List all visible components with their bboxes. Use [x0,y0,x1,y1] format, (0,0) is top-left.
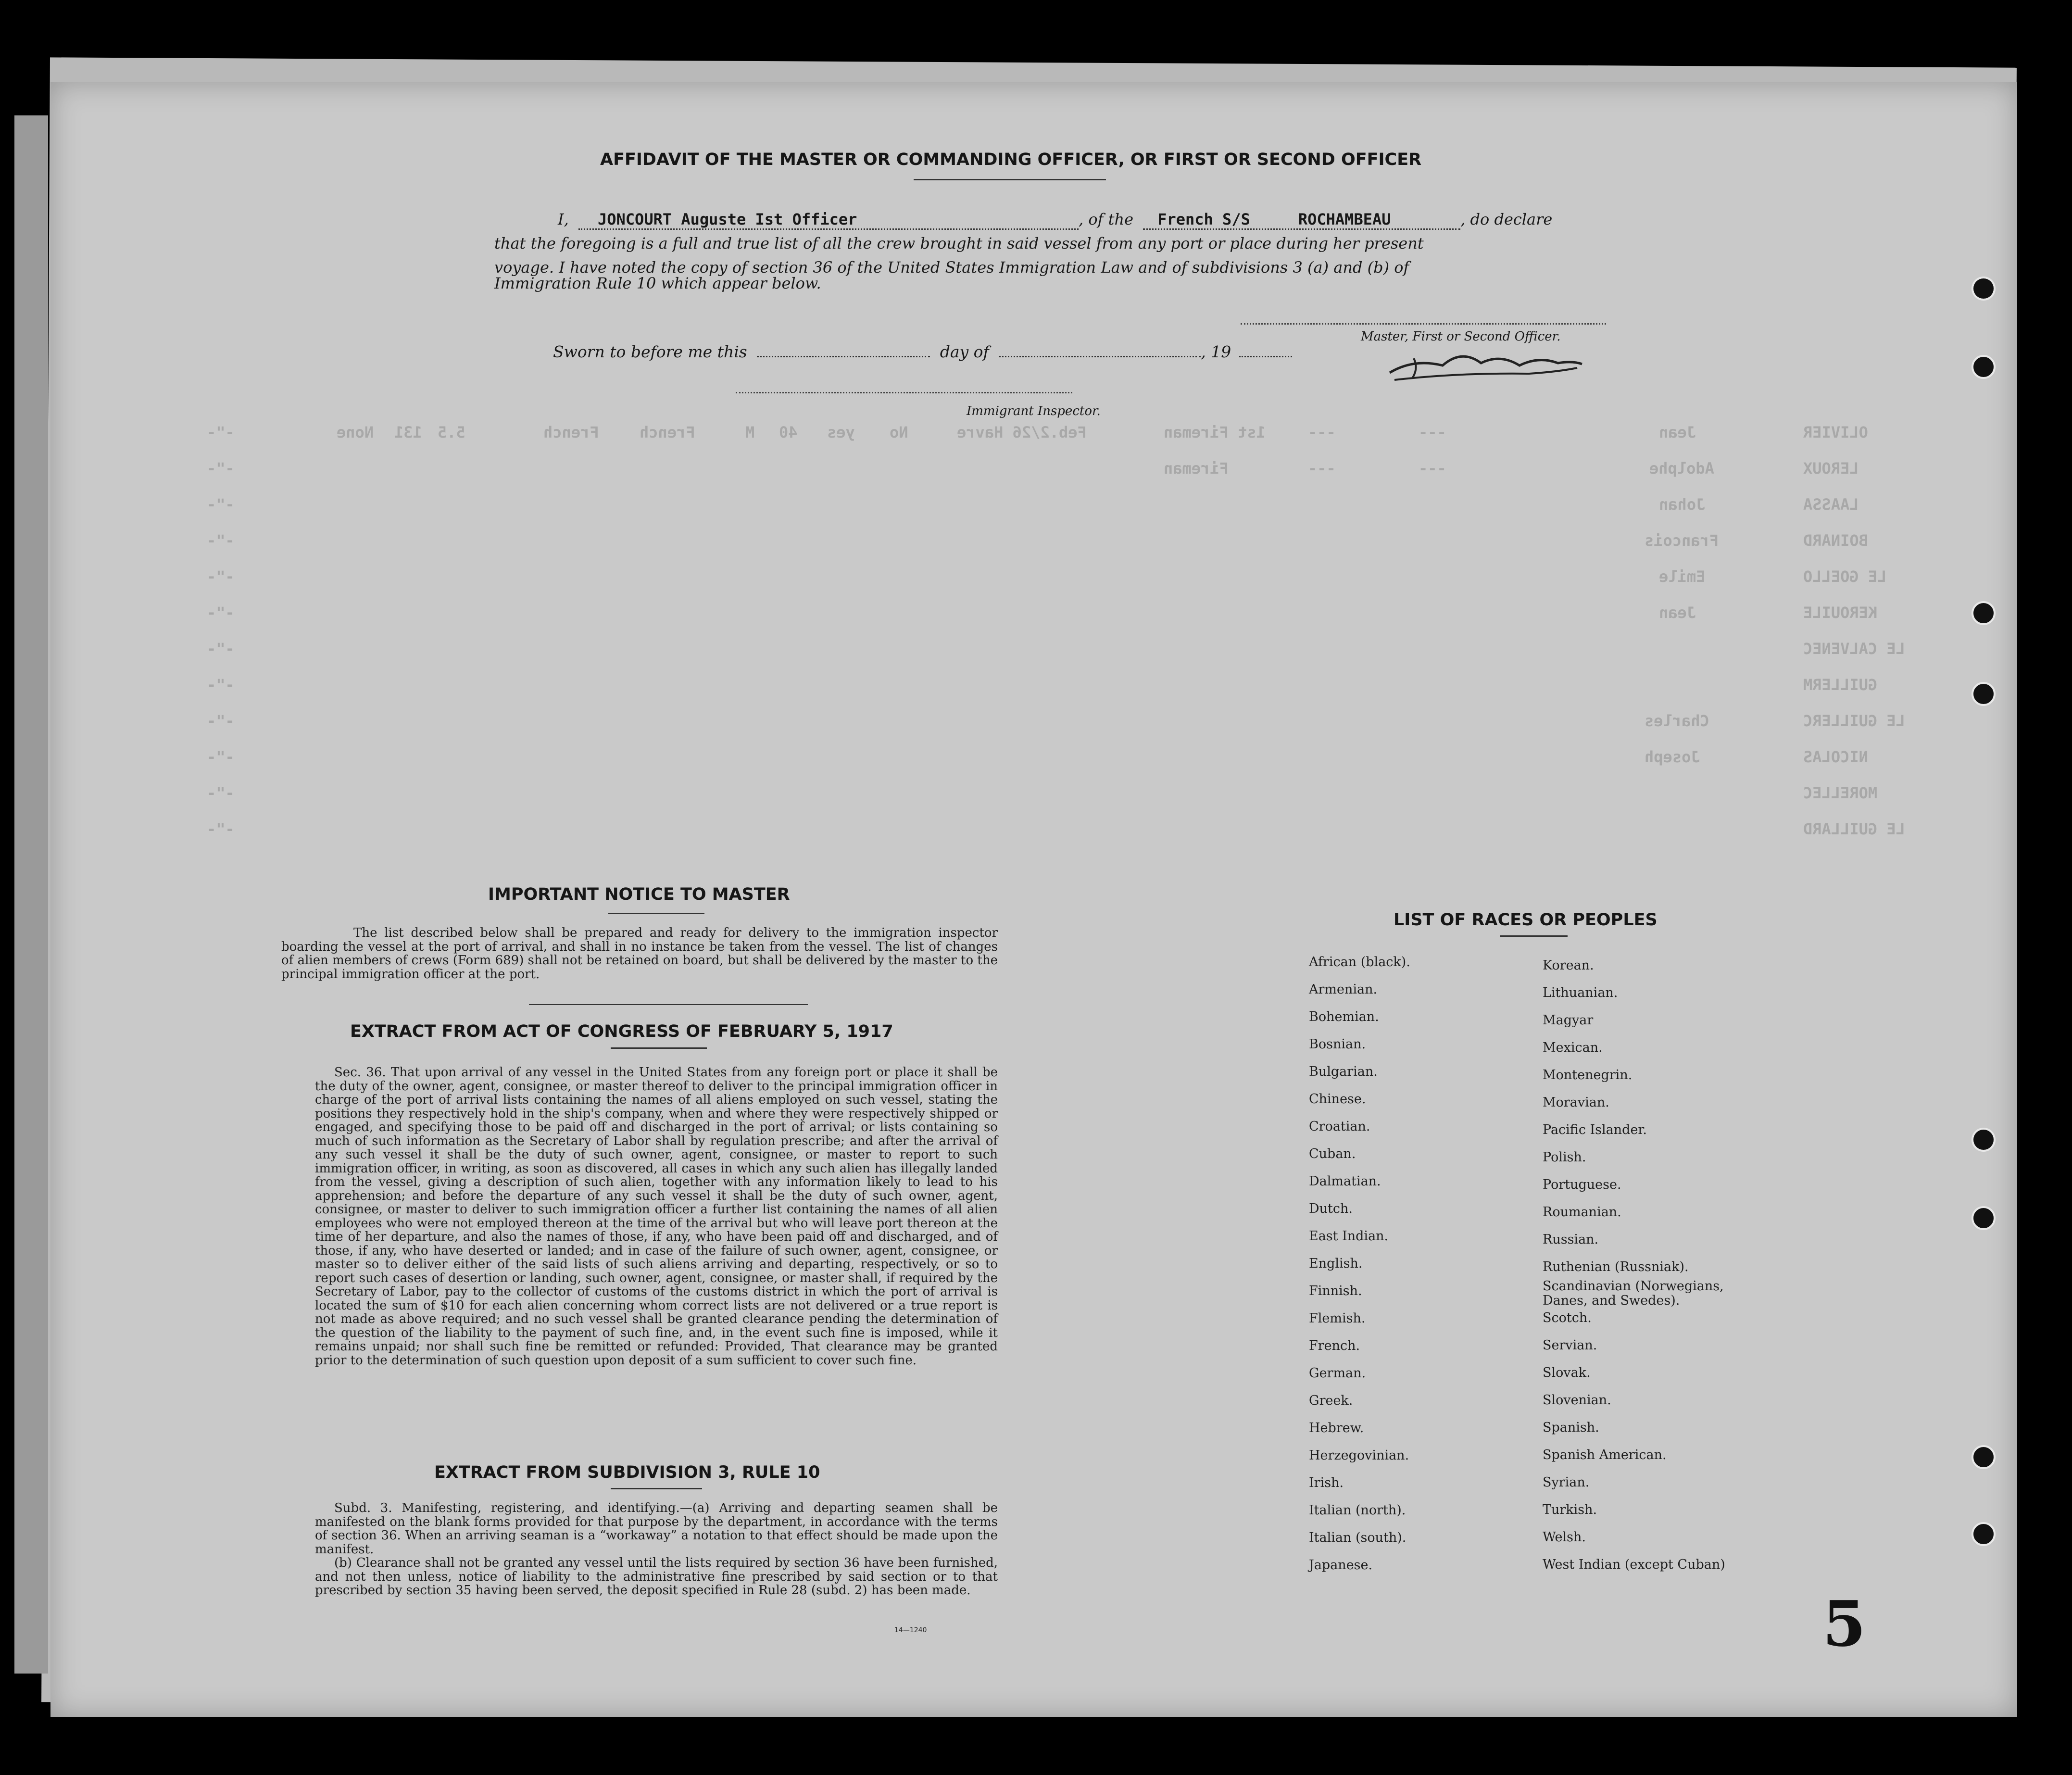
day-of-label: day of [940,342,989,361]
race-item: Polish. [1543,1150,1586,1165]
race-item: Croatian. [1309,1119,1370,1134]
inspector-label: Immigrant Inspector. [967,404,1101,418]
race-item: English. [1309,1256,1363,1271]
affidavit-line-1 [558,210,1552,230]
race-item: Italian (south). [1309,1530,1406,1545]
rule-para-b: (b) Clearance shall not be granted any vessel until the lists required by section 36 have been furnished, and not then unless, notice of liability to the administrative fine prescribed by said section or to that prescribed by section 35 having been served, the deposit specified in Rule 28 (subd. 2) has been made. [315,1556,998,1598]
vessel-name-field: ROCHAMBEAU [1298,210,1391,228]
title-rule [914,179,1106,180]
notice-divider [529,1004,808,1005]
race-item: Korean. [1543,958,1594,973]
race-item: Bohemian. [1309,1009,1379,1024]
race-item: Finnish. [1309,1284,1362,1298]
race-item: East Indian. [1309,1229,1389,1244]
race-item: Dalmatian. [1309,1174,1381,1189]
affidavit-line-3: voyage. I have noted the copy of section 36 of the United States Immigration Law and of subdivisions 3 (a) and (b) of [494,258,1409,277]
master-signature-line [1241,323,1606,325]
punch-hole [1972,601,1996,625]
race-item: Moravian. [1543,1095,1609,1110]
race-item: West Indian (except Cuban) [1543,1557,1725,1572]
race-item: Hebrew. [1309,1421,1364,1435]
act-title: EXTRACT FROM ACT OF CONGRESS OF FEBRUARY 5, 1917 [350,1022,893,1041]
affidavit-title: AFFIDAVIT OF THE MASTER OR COMMANDING OFFICER, OR FIRST OR SECOND OFFICER [600,150,1422,169]
race-item: Armenian. [1309,982,1378,997]
race-item: Greek. [1309,1393,1353,1408]
rule-underline [611,1488,702,1489]
race-item: Scotch. [1543,1310,1592,1325]
race-item: Japanese. [1309,1558,1373,1573]
affidavit-line-2: that the foregoing is a full and true list of all the crew brought in said vessel from any port or place during her present [494,234,1424,252]
race-item: Syrian. [1543,1475,1590,1490]
race-item: Spanish. [1543,1420,1599,1435]
affidavit-line-4: Immigration Rule 10 which appear below. [494,274,821,292]
master-label: Master, First or Second Officer. [1361,329,1561,344]
race-item: Montenegrin. [1543,1068,1632,1083]
race-item: Cuban. [1309,1146,1356,1161]
race-item: Spanish American. [1543,1448,1667,1462]
races-rule [1500,935,1568,937]
punch-hole [1972,1522,1996,1546]
race-item: Lithuanian. [1543,985,1618,1000]
punch-hole [1972,355,1996,379]
race-item: Roumanian. [1543,1205,1621,1220]
of-the: , of the [1078,210,1134,228]
race-item: Irish. [1309,1475,1344,1490]
punch-hole [1972,1128,1996,1152]
punch-hole [1972,682,1996,706]
binding-edge [14,115,48,1674]
race-item: German. [1309,1366,1366,1381]
race-item: African (black). [1309,955,1410,969]
race-item: Welsh. [1543,1530,1586,1545]
race-item: Mexican. [1543,1040,1603,1055]
race-item: Magyar [1543,1013,1594,1028]
year-label: , 19 [1201,342,1231,361]
notice-body: The list described below shall be prepared and ready for delivery to the immigration inspector boarding the vessel at the port of arrival, and shall in no instance be taken from the vessel. The list of changes of alien members of crews (Form 689) shall not be retained on board, but shall be delivered by the master to the principal immigration officer at the port. [281,926,998,982]
rule-title: EXTRACT FROM SUBDIVISION 3, RULE 10 [434,1463,820,1482]
form-number: 14—1240 [894,1626,927,1634]
sworn-label: Sworn to before me this [553,342,747,361]
race-item: French. [1309,1338,1360,1353]
punch-hole [1972,1206,1996,1230]
race-item: Servian. [1543,1338,1597,1353]
race-item: Russian. [1543,1232,1599,1247]
race-item: Dutch. [1309,1201,1353,1216]
race-item: Bosnian. [1309,1037,1366,1052]
race-item: Italian (north). [1309,1503,1406,1518]
do-declare: , do declare [1460,210,1553,228]
act-body: Sec. 36. That upon arrival of any vessel in the United States from any foreign port or place it shall be the duty of the owner, agent, consignee, or master thereof to deliver to the principal immigration officer in charge of the port of arrival lists containing the names of all aliens employed on such vessel, stating the positions they respectively hold in the ship's company, when and where they were respectively shipped or engaged, and specifying those to be paid off and discharged in the port of arrival; or lists containing so much of such information as the Secretary of Labor shall by regulation prescribe; and after the arrival of any such vessel it shall be the duty of such owner, agent, consignee, or master to report to such immigration officer, in writing, as soon as discovered, all cases in which any such alien has illegally landed from the vessel, giving a description of such alien, together with any information likely to lead to his apprehension; and before the departure of any such vessel it shall be the duty of such owner, agent, consignee, or master to deliver to such immigration officer a further list containing the names of all alien employees who were not employed thereon at the time of the arrival but who will leave port thereon at the time of her departure, and also the names of those, if any, who have been paid off and discharged, and of those, if any, who have deserted or landed; and in case of the failure of such owner, agent, consignee, or master so to deliver either of the said lists of such aliens arriving and departing, respectively, or so to report such cases of desertion or landing, such owner, agent, consignee, or master shall, if required by the Secretary of Labor, pay to the collector of customs of the customs district in which the port of arrival is located the sum of $10 for each alien concerning whom correct lists are not delivered or a true report is not made as above required; and no such vessel shall be granted clearance pending the determination of the question of the liability to the payment of such fine, and, in the event such fine is imposed, while it remains unpaid; nor shall such fine be remitted or refunded: Provided, That clearance may be granted prior to the determination of such question upon deposit of a sum sufficient to cover such fine. [315,1065,998,1368]
race-item: Scandinavian (Norwegians, Danes, and Swedes). [1543,1279,1724,1308]
rule-para-a: Subd. 3. Manifesting, registering, and identifying.—(a) Arriving and departing seamen shall be manifested on the blank forms provided for that purpose by the department, in accordance with the terms of section 36. When an arriving seaman is a “workaway” a notation to that effect should be made upon the manifest. [315,1501,998,1557]
punch-hole [1972,1445,1996,1469]
page-number: 5 [1822,1587,1866,1661]
race-item: Chinese. [1309,1092,1366,1107]
race-item: Slovak. [1543,1365,1591,1380]
races-title: LIST OF RACES OR PEOPLES [1394,910,1658,930]
race-item: Slovenian. [1543,1393,1611,1408]
notice-rule [608,913,704,914]
inspector-signature-line [736,392,1072,393]
notice-title: IMPORTANT NOTICE TO MASTER [488,885,790,904]
race-item: Bulgarian. [1309,1064,1378,1079]
sworn-line [553,342,1292,361]
race-item: Portuguese. [1543,1177,1621,1192]
officer-name-field: JONCOURT Auguste Ist Officer [597,210,857,228]
officer-signature [1385,339,1587,387]
race-item: Ruthenian (Russniak). [1543,1259,1689,1274]
race-item: Turkish. [1543,1502,1597,1517]
document-page [50,82,2017,1717]
act-rule [611,1047,707,1049]
nationality-field: French S/S [1157,210,1250,228]
race-item: Flemish. [1309,1311,1366,1326]
race-item: Pacific Islander. [1543,1122,1647,1137]
affidavit-i: I, [558,210,569,228]
punch-hole [1972,277,1996,301]
race-item: Herzegovinian. [1309,1448,1409,1463]
